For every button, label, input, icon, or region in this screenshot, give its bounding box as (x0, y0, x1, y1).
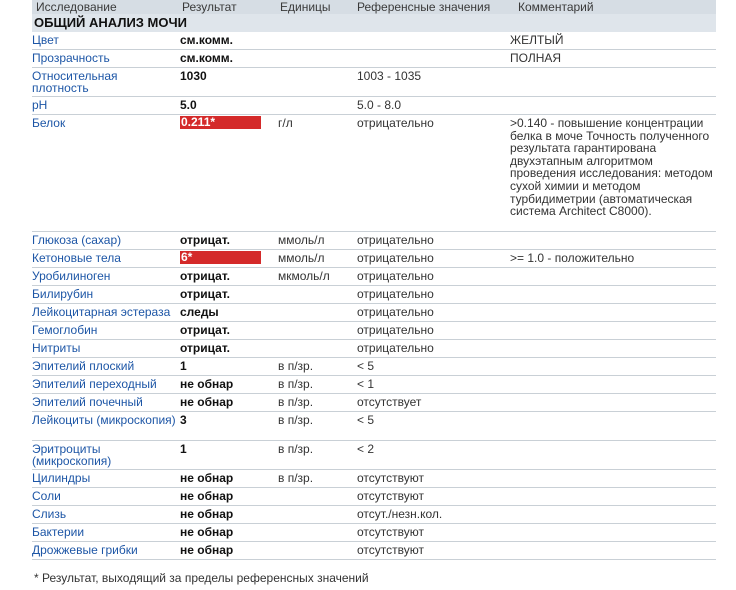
header-units: Единицы (280, 0, 331, 14)
result-value: отрицат. (180, 323, 230, 337)
reference-value: отсут./незн.кол. (357, 507, 443, 521)
test-name: Цвет (32, 33, 59, 47)
reference-value: отрицательно (357, 251, 434, 265)
reference-value: отрицательно (357, 323, 434, 337)
result-value: отрицат. (180, 269, 230, 283)
result-value: 1030 (180, 69, 207, 83)
reference-value: отрицательно (357, 233, 434, 247)
test-name: Эпителий плоский (32, 359, 135, 373)
table-row (32, 32, 716, 50)
test-name: Лейкоциты (микроскопия) (32, 413, 176, 427)
units-value: г/л (278, 116, 293, 130)
table-row (32, 50, 716, 68)
table-header (32, 0, 716, 14)
table-row (32, 506, 716, 524)
table-row (32, 524, 716, 542)
test-name: Слизь (32, 507, 67, 521)
reference-value: отрицательно (357, 341, 434, 355)
units-value: в п/зр. (278, 442, 314, 456)
reference-value: отсутствует (357, 395, 422, 409)
test-name: Соли (32, 489, 61, 503)
table-row (32, 441, 716, 470)
reference-value: 1003 - 1035 (357, 69, 422, 83)
units-value: в п/зр. (278, 413, 314, 427)
result-value: 3 (180, 413, 187, 427)
table-row (32, 542, 716, 560)
table-row (32, 232, 716, 250)
comment-value: >0.140 - повышение концентрации белка в моче Точность полученного результата гарантирована двухэтапным алгоритмом проведения исследования: методом сухой химии и методом турбидиметрии (автоматическая система Architect C8000). (510, 116, 713, 219)
reference-value: отсутствуют (357, 489, 424, 503)
reference-value: < 5 (357, 359, 375, 373)
units-value: ммоль/л (278, 233, 325, 247)
result-value: 1 (180, 442, 187, 456)
comment-value: ЖЕЛТЫЙ (510, 33, 564, 47)
result-value: следы (180, 305, 219, 319)
table-row (32, 412, 716, 441)
table-row (32, 286, 716, 304)
test-name: Уробилиноген (32, 269, 111, 283)
test-name: Относительная плотность (32, 69, 118, 95)
result-value: не обнар (180, 377, 234, 391)
test-name: pH (32, 98, 48, 112)
test-name: Цилиндры (32, 471, 91, 485)
result-value: см.комм. (180, 33, 233, 47)
reference-value: отсутствуют (357, 471, 424, 485)
reference-value: < 2 (357, 442, 375, 456)
result-value: не обнар (180, 395, 234, 409)
test-name: Бактерии (32, 525, 85, 539)
reference-value: отрицательно (357, 116, 434, 130)
table-row (32, 68, 716, 97)
test-name: Нитриты (32, 341, 81, 355)
result-value: не обнар (180, 489, 234, 503)
table-row (32, 394, 716, 412)
result-value: отрицат. (180, 287, 230, 301)
reference-value: отрицательно (357, 305, 434, 319)
result-value: не обнар (180, 525, 234, 539)
units-value: в п/зр. (278, 471, 314, 485)
result-value: не обнар (180, 507, 234, 521)
result-value: 5.0 (180, 98, 197, 112)
test-name: Лейкоцитарная эстераза (32, 305, 171, 319)
test-name: Дрожжевые грибки (32, 543, 138, 557)
table-row (32, 376, 716, 394)
result-value: 6* (180, 251, 261, 264)
test-name: Билирубин (32, 287, 94, 301)
table-row (32, 304, 716, 322)
units-value: в п/зр. (278, 395, 314, 409)
result-value: 0.211* (180, 116, 261, 129)
reference-value: 5.0 - 8.0 (357, 98, 402, 112)
test-name: Прозрачность (32, 51, 110, 65)
table-row (32, 115, 716, 232)
table-row (32, 268, 716, 286)
table-row (32, 358, 716, 376)
comment-value: ПОЛНАЯ (510, 51, 562, 65)
table-row (32, 488, 716, 506)
reference-value: отсутствуют (357, 525, 424, 539)
units-value: мкмоль/л (278, 269, 330, 283)
table-row (32, 470, 716, 488)
result-value: отрицат. (180, 341, 230, 355)
table-row (32, 322, 716, 340)
header-comment: Комментарий (518, 0, 594, 14)
reference-value: отсутствуют (357, 543, 424, 557)
test-name: Эпителий почечный (32, 395, 143, 409)
reference-value: < 1 (357, 377, 375, 391)
header-result: Результат (182, 0, 237, 14)
test-name: Глюкоза (сахар) (32, 233, 122, 247)
result-value: 1 (180, 359, 187, 373)
reference-value: отрицательно (357, 269, 434, 283)
units-value: в п/зр. (278, 359, 314, 373)
units-value: ммоль/л (278, 251, 325, 265)
result-value: отрицат. (180, 233, 230, 247)
reference-value: < 5 (357, 413, 375, 427)
table-row (32, 340, 716, 358)
section-title: ОБЩИЙ АНАЛИЗ МОЧИ (32, 14, 716, 32)
test-name: Кетоновые тела (32, 251, 121, 265)
header-test: Исследование (36, 0, 117, 14)
lab-report-sheet (28, 0, 716, 590)
test-name: Гемоглобин (32, 323, 98, 337)
footnote: * Результат, выходящий за пределы референсных значений (34, 571, 369, 585)
reference-value: отрицательно (357, 287, 434, 301)
test-name: Белок (32, 116, 66, 130)
comment-value: >= 1.0 - положительно (510, 251, 635, 265)
result-value: не обнар (180, 471, 234, 485)
header-reference: Референсные значения (357, 0, 491, 14)
test-name: Эритроциты (микроскопия) (32, 442, 112, 468)
result-value: не обнар (180, 543, 234, 557)
result-value: см.комм. (180, 51, 233, 65)
table-row (32, 97, 716, 115)
table-row (32, 250, 716, 268)
units-value: в п/зр. (278, 377, 314, 391)
test-name: Эпителий переходный (32, 377, 157, 391)
